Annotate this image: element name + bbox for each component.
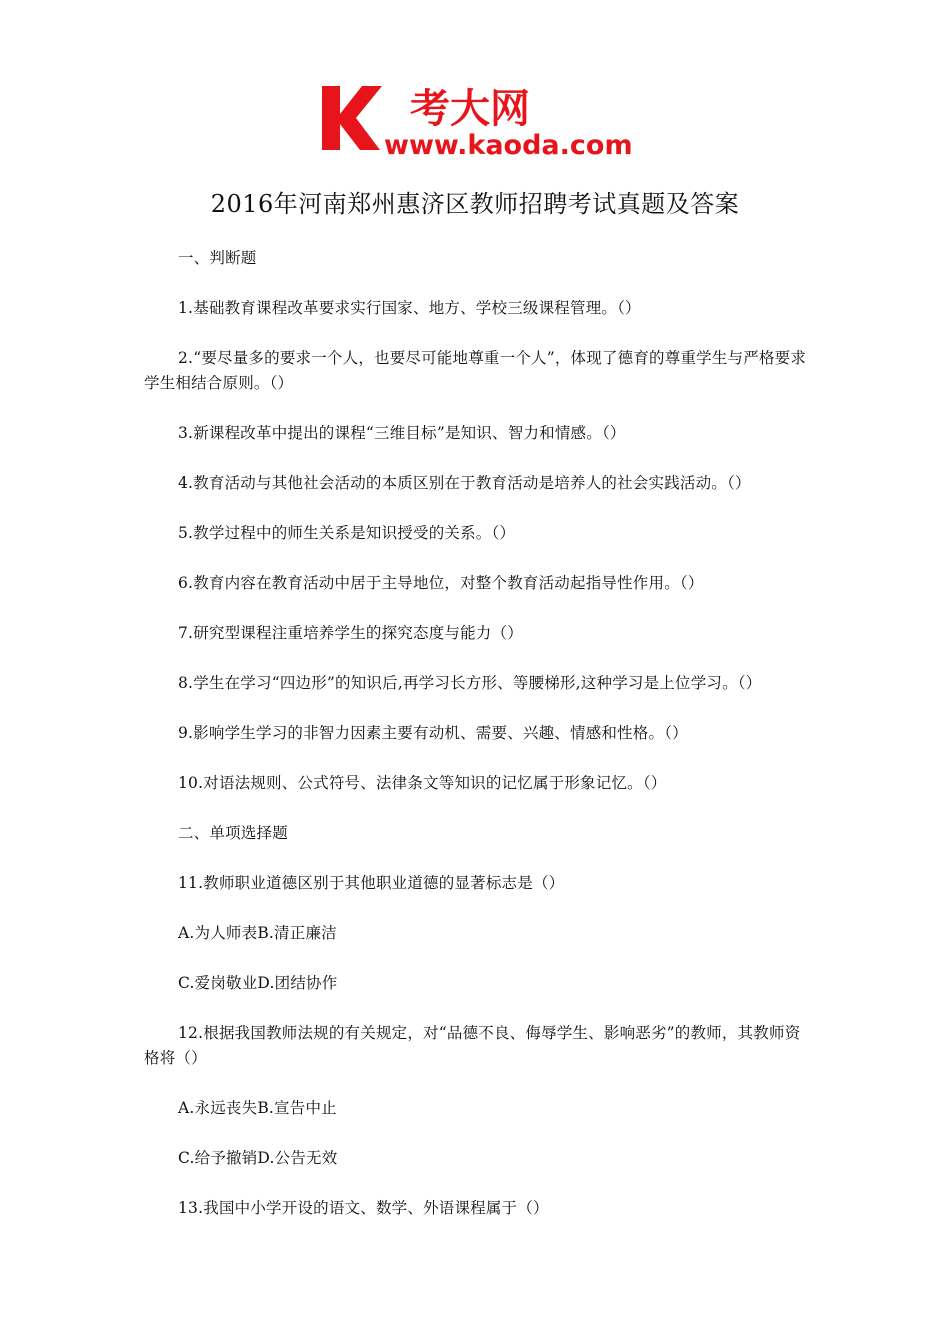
- question-6: 6.教育内容在教育活动中居于主导地位，对整个教育活动起指导性作用。（）: [178, 574, 704, 592]
- logo-chinese-text: 考大网: [410, 86, 530, 132]
- question-12-options-cd: C.给予撤销D.公告无效: [178, 1149, 338, 1167]
- question-12-options-ab: A.永远丧失B.宣告中止: [178, 1099, 337, 1117]
- kaoda-logo-graphic: [318, 80, 638, 160]
- question-1: 1.基础教育课程改革要求实行国家、地方、学校三级课程管理。（）: [178, 299, 641, 317]
- logo-k-mark: [322, 86, 382, 150]
- question-11: 11.教师职业道德区别于其他职业道德的显著标志是（）: [178, 874, 565, 892]
- document-title: 2016年河南郑州惠济区教师招聘考试真题及答案: [210, 190, 740, 218]
- kaoda-logo: [318, 80, 638, 160]
- document-body: [144, 246, 808, 1246]
- question-5: 5.教学过程中的师生关系是知识授受的关系。（）: [178, 524, 516, 542]
- question-11-options-cd: C.爱岗敬业D.团结协作: [178, 974, 338, 992]
- question-12: 12.根据我国教师法规的有关规定，对“品德不良、侮辱学生、影响恶劣”的教师，其教师资格将（）: [144, 1024, 801, 1067]
- question-4: 4.教育活动与其他社会活动的本质区别在于教育活动是培养人的社会实践活动。（）: [178, 474, 751, 492]
- section-heading-single-choice: 二、单项选择题: [178, 824, 288, 842]
- question-8: 8.学生在学习“四边形”的知识后,再学习长方形、等腰梯形,这种学习是上位学习。（）: [178, 674, 762, 692]
- question-2: 2.“要尽量多的要求一个人，也要尽可能地尊重一个人”，体现了德育的尊重学生与严格要求学生相结合原则。（）: [144, 349, 807, 392]
- question-9: 9.影响学生学习的非智力因素主要有动机、需要、兴趣、情感和性格。（）: [178, 724, 688, 742]
- question-10: 10.对语法规则、公式符号、法律条文等知识的记忆属于形象记忆。（）: [178, 774, 667, 792]
- logo-url-text: www.kaoda.com: [384, 130, 633, 160]
- question-7: 7.研究型课程注重培养学生的探究态度与能力（）: [178, 624, 523, 642]
- question-11-options-ab: A.为人师表B.清正廉洁: [178, 924, 337, 942]
- question-13: 13.我国中小学开设的语文、数学、外语课程属于（）: [178, 1199, 549, 1217]
- section-heading-judgement: 一、判断题: [178, 249, 257, 267]
- question-3: 3.新课程改革中提出的课程“三维目标”是知识、智力和情感。（）: [178, 424, 626, 442]
